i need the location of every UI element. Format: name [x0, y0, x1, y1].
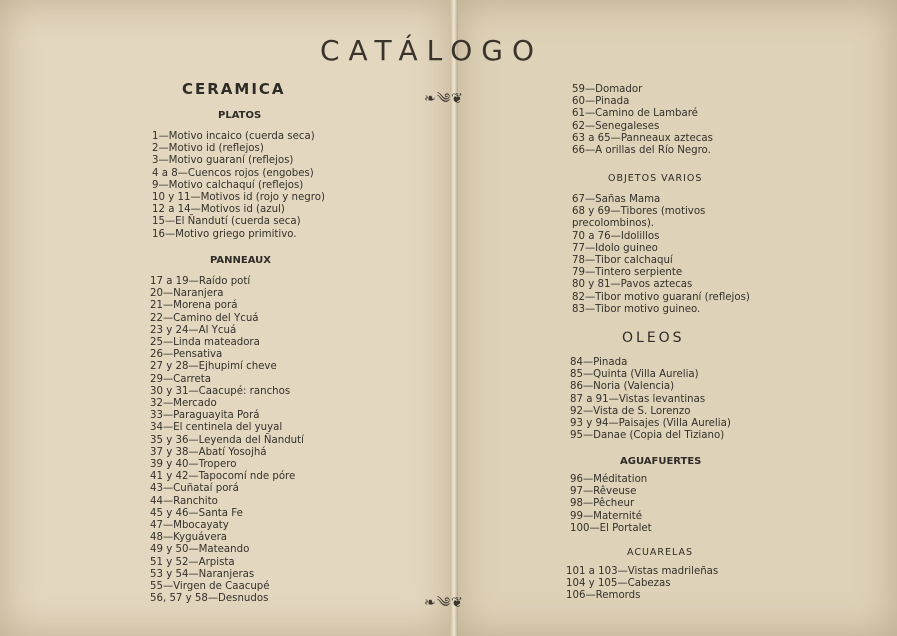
list-item: 68 y 69—Tibores (motivos precolombinos).: [572, 206, 706, 230]
list-item: 53 y 54—Naranjeras: [150, 568, 255, 580]
ornament-bottom: ❧༄❦: [424, 595, 464, 611]
list-item: 98—Pêcheur: [570, 498, 635, 510]
oleos-list: [570, 357, 731, 442]
list-item: 47—Mbocayaty: [150, 520, 229, 532]
aguafuertes-heading: AGUAFUERTES: [620, 456, 702, 467]
list-item: 4 a 8—Cuencos rojos (engobes): [152, 167, 314, 179]
list-item: 55—Virgen de Caacupé: [150, 581, 270, 593]
platos-heading: PLATOS: [218, 110, 262, 121]
list-item: 45 y 46—Santa Fe: [150, 507, 243, 519]
list-item: 43—Cuñataí porá: [150, 483, 239, 495]
aguafuertes-list: [570, 474, 652, 535]
list-item: 106—Remords: [566, 590, 641, 602]
list-item: 85—Quinta (Villa Aurelia): [570, 369, 699, 381]
list-item: 95—Danae (Copia del Tiziano): [570, 430, 725, 442]
list-item: 2—Motivo id (reflejos): [152, 143, 264, 155]
list-item: 39 y 40—Tropero: [150, 459, 237, 471]
list-item: 63 a 65—Panneaux aztecas: [572, 132, 713, 144]
list-item: 9—Motivo calchaquí (reflejos): [152, 179, 304, 191]
list-item: 26—Pensativa: [150, 349, 223, 361]
list-item: 97—Rêveuse: [570, 486, 637, 498]
list-item: 60—Pinada: [572, 96, 630, 108]
list-item: 62—Senegaleses: [572, 120, 660, 132]
list-item: 82—Tibor motivo guaraní (reflejos): [572, 291, 750, 303]
catalog-title: CATÁLOGO: [320, 34, 543, 67]
panneaux-list: [150, 276, 304, 605]
platos-list: [152, 131, 325, 241]
list-item: 84—Pinada: [570, 357, 628, 368]
list-item: 17 a 19—Raído potí: [150, 276, 251, 287]
objetos-varios-heading: OBJETOS VARIOS: [608, 173, 703, 184]
list-item: 86—Noria (Valencia): [570, 381, 675, 393]
list-item: 16—Motivo griego primitivo.: [152, 228, 297, 240]
list-item: 61—Camino de Lambaré: [572, 108, 698, 120]
acuarelas-heading: ACUARELAS: [627, 547, 694, 558]
list-item: 33—Paraguayita Porá: [150, 410, 260, 422]
list-item: 15—El Ñandutí (cuerda seca): [152, 216, 301, 228]
list-item: 41 y 42—Tapocomí nde póre: [150, 471, 296, 483]
list-item: 10 y 11—Motivos id (rojo y negro): [152, 192, 325, 204]
objetos-varios-list: [572, 194, 762, 316]
list-item: 1—Motivo incaico (cuerda seca): [152, 131, 315, 142]
list-item: 83—Tibor motivo guineo.: [572, 303, 701, 315]
list-item: 93 y 94—Paisajes (Villa Aurelia): [570, 418, 731, 430]
list-item: 100—El Portalet: [570, 522, 652, 534]
list-item: 79—Tintero serpiente: [572, 267, 683, 279]
list-item: 25—Linda mateadora: [150, 337, 260, 349]
list-item: 67—Sañas Mama: [572, 194, 661, 205]
list-item: 35 y 36—Leyenda del Ñandutí: [150, 434, 304, 446]
list-item: 49 y 50—Mateando: [150, 544, 250, 556]
list-item: 51 y 52—Arpista: [150, 556, 235, 568]
ceramica-heading: CERAMICA: [182, 80, 286, 98]
list-item: 3—Motivo guaraní (reflejos): [152, 155, 294, 167]
list-item: 77—Idolo guineo: [572, 242, 658, 254]
list-item: 23 y 24—Al Ycuá: [150, 324, 237, 336]
list-item: 48—Kyguávera: [150, 532, 228, 544]
list-item: 22—Camino del Ycuá: [150, 312, 259, 324]
ceramica-continued-list: [572, 84, 713, 157]
oleos-heading: OLEOS: [622, 330, 685, 346]
list-item: 66—A orillas del Río Negro.: [572, 145, 711, 157]
list-item: 30 y 31—Caacupé: ranchos: [150, 385, 291, 397]
list-item: 70 a 76—Idolillos: [572, 230, 660, 242]
list-item: 34—El centinela del yuyal: [150, 422, 283, 434]
list-item: 21—Morena porá: [150, 300, 238, 312]
list-item: 37 y 38—Abatí Yosojhá: [150, 446, 267, 458]
list-item: 27 y 28—Ejhupimí cheve: [150, 361, 277, 373]
panneaux-heading: PANNEAUX: [210, 255, 271, 266]
list-item: 32—Mercado: [150, 398, 217, 410]
list-item: 20—Naranjera: [150, 288, 224, 300]
acuarelas-list: [566, 566, 718, 603]
list-item: 56, 57 y 58—Desnudos: [150, 593, 269, 605]
list-item: 104 y 105—Cabezas: [566, 578, 671, 590]
list-item: 92—Vista de S. Lorenzo: [570, 405, 691, 417]
list-item: 99—Maternité: [570, 510, 643, 522]
list-item: 29—Carreta: [150, 373, 211, 385]
ornament-top: ❧༄❦: [424, 91, 464, 107]
list-item: 80 y 81—Pavos aztecas: [572, 279, 693, 291]
list-item: 12 a 14—Motivos id (azul): [152, 204, 285, 216]
list-item: 101 a 103—Vistas madrileñas: [566, 566, 719, 577]
list-item: 87 a 91—Vistas levantinas: [570, 393, 706, 405]
list-item: 96—Méditation: [570, 474, 648, 485]
list-item: 78—Tibor calchaquí: [572, 255, 673, 267]
list-item: 59—Domador: [572, 84, 643, 95]
list-item: 44—Ranchito: [150, 495, 218, 507]
